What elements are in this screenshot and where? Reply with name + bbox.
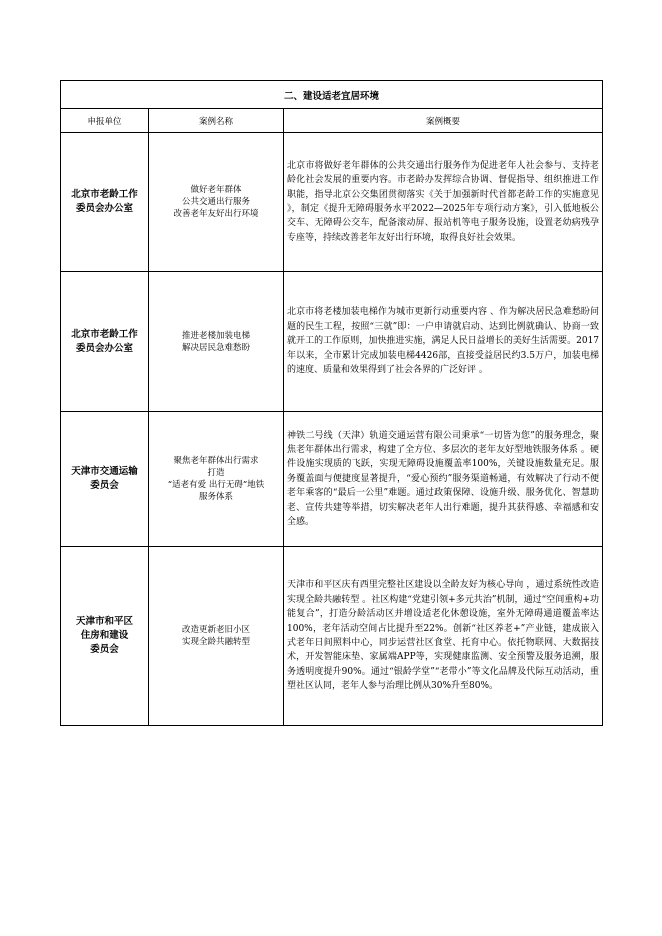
unit-line: 委员会	[90, 644, 119, 655]
header-case-name: 案例名称	[149, 109, 284, 133]
unit-line: 北京市老龄工作	[71, 328, 138, 340]
unit-cell	[61, 133, 149, 272]
case-name-cell	[149, 272, 284, 412]
case-name-line: 服务体系	[198, 492, 233, 502]
unit-line: 住房和建设	[80, 630, 129, 641]
case-name-line: 改造更新老旧小区	[181, 625, 250, 635]
case-name-line: “适老有爱 出行无碍”地铁	[167, 480, 265, 490]
header-unit: 申报单位	[61, 109, 149, 133]
case-name-line: 做好老年群体	[190, 185, 242, 195]
case-name-line: 解决居民急难愁盼	[181, 342, 250, 353]
case-name-cell	[149, 412, 284, 547]
unit-line: 天津市交通运输	[71, 466, 138, 477]
case-name-line: 改善老年友好出行环境	[173, 209, 259, 219]
table-row	[61, 272, 603, 412]
table-row	[61, 133, 603, 272]
unit-line: 委员会办公室	[75, 342, 133, 354]
header-summary: 案例概要	[284, 109, 603, 133]
summary-text: 神铁二号线（天津）轨道交通运营有限公司秉承“一切皆为您”的服务理念，聚焦老年群体出行需求，构建了全方位、多层次的老年友好型地铁服务体系 。硬件设施实现质的飞跃，实现无障碍设施覆盖率100%，关键设施数量充足。服务覆盖面与便捷度显著提升，“爱心预约”服务渠道畅通，有效解决了行动不便老年乘客的“最后一公里”难题。通过政策保障、设施升级、服务优化、智慧助老、宣传共建等举措，切实解决老年人出行难题，提升其获得感、幸福感和安全感。	[287, 430, 600, 528]
table-row	[61, 412, 603, 547]
summary-cell	[284, 272, 603, 412]
unit-cell	[61, 547, 149, 726]
summary-cell	[284, 412, 603, 547]
summary-cell	[284, 547, 603, 726]
table-row	[61, 547, 603, 726]
summary-cell	[284, 133, 603, 272]
case-name-cell	[149, 133, 284, 272]
unit-cell	[61, 272, 149, 412]
summary-text: 天津市和平区庆有西里完整社区建设以全龄友好为核心导向 ，通过系统性改造实现全龄共融转型 。社区构建“党建引领+多元共治”机制，通过“空间重构+功能复合”，打造分龄活动区并增设适老化休憩设施，室外无障碍通道覆盖率达 100%，老年活动空间占比提升至22%。创新“社区养老+”产业链，建成嵌入式老年日间照料中心，同步运营社区食堂、托育中心。依托物联网、大数据技术，开发智能床垫、家属端APP等，实现健康监测、安全预警及服务追溯，服务透明度提升90%。通过“银龄学堂”“老带小”等文化品牌及代际互动活动，重塑社区认同，老年人参与治理比例从30%升至80%。	[287, 580, 600, 692]
summary-text: 北京市将做好老年群体的公共交通出行服务作为促进老年人社会参与、支持老龄化社会发展的重要内容。市老龄办发挥综合协调、督促指导、组织推进工作职能，指导北京公交集团贯彻落实《关于加强新时代首都老龄工作的实施意见 》，制定《提升无障碍服务水平2022—2025年专项行动方案》，引入低地板公交车、无障碍公交车，配备滚动屏、报站机等电子服务设施，设置老幼病残孕专座等，持续改善老年友好出行环境，取得良好社会效果。	[287, 160, 600, 243]
case-name-line: 公共交通出行服务	[181, 197, 250, 207]
unit-cell	[61, 412, 149, 547]
case-name-line: 实现全龄共融转型	[181, 637, 250, 647]
unit-line: 委员会	[90, 480, 119, 491]
section-title-row	[61, 81, 603, 109]
summary-text: 北京市将老楼加装电梯作为城市更新行动重要内容 、作为解决居民急难愁盼问题的民生工程，按照“三就”即：一户申请就启动、达到比例就确认、协商一致就开工的工作原则，加快推进实施，满足人民日益增长的美好生活需要。2017年以来，全市累计完成加装电梯4426部，直接受益居民约3.5万户，加装电梯的速度、质量和效果得到了社会各界的广泛好评 。	[287, 307, 600, 376]
unit-line: 北京市老龄工作	[71, 189, 138, 200]
header-row	[61, 109, 603, 133]
case-name-line: 聚焦老年群体出行需求	[173, 456, 259, 466]
case-name-line: 推进老楼加装电梯	[181, 330, 250, 341]
unit-line: 天津市和平区	[75, 616, 133, 627]
unit-line: 委员会办公室	[75, 203, 133, 214]
case-name-line: 打造	[207, 468, 225, 478]
section-title: 二、建设适老宜居环境	[61, 81, 603, 109]
case-name-cell	[149, 547, 284, 726]
case-table	[60, 80, 603, 726]
